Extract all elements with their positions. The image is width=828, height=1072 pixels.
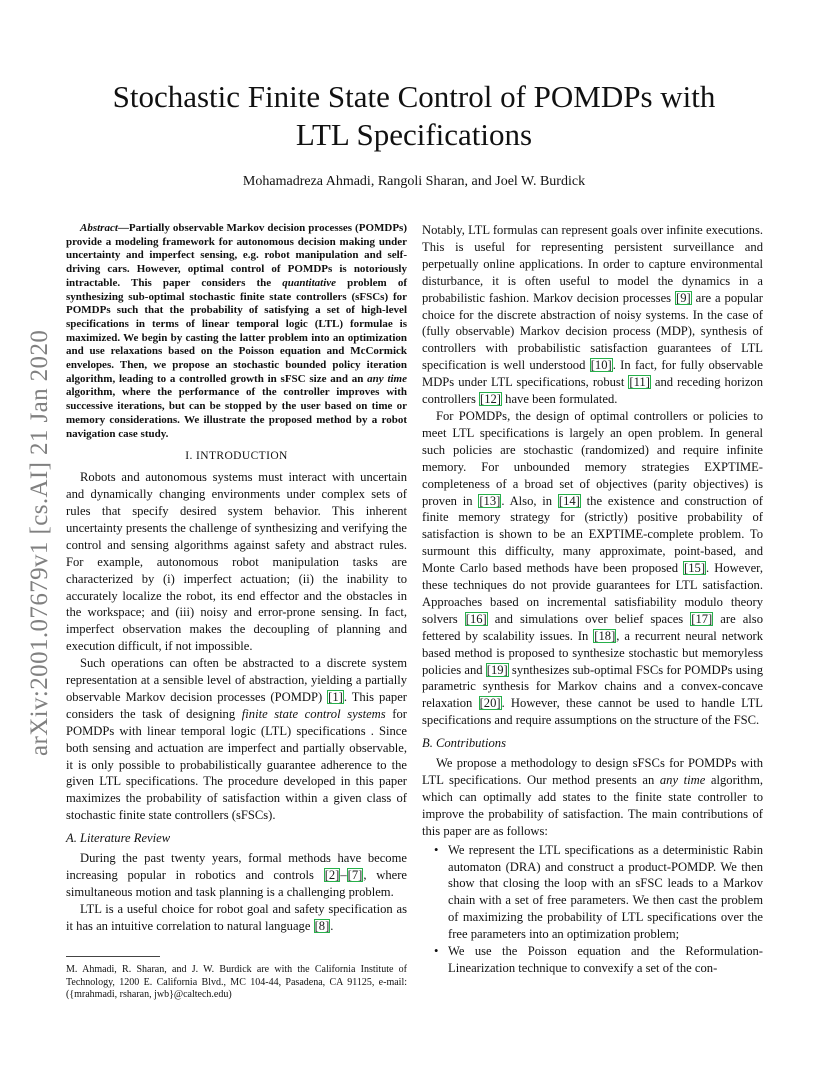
abstract-text-2: problem of synthesizing sub-optimal stochastic finite state controllers (sFSCs) for POMDPs such that the probability of satisfying a set of high-level specifications in terms of linear temporal logic (LTL) formulae is maximized. We begin by casting the latter problem into an optimization and use relaxations based on the Poisson equation and McCormick envelopes. Then, we propose an stochastic bounded policy iteration algorithm, leading to a controlled growth in sFSC size and an xyxy=(66,276,407,385)
citation-link[interactable]: [7] xyxy=(347,868,363,882)
right-p1-text-c: . In fact, for fully observable MDPs under LTL specifications, robust xyxy=(422,358,763,390)
abstract-emphasis-1: quantitative xyxy=(282,276,337,289)
citation-link[interactable]: [13] xyxy=(479,493,501,508)
citation-link[interactable]: [18] xyxy=(594,628,616,643)
citation-range-dash: – xyxy=(340,868,347,882)
citation-link[interactable]: [11] xyxy=(629,375,650,390)
intro-paragraph-1: Robots and autonomous systems must interact with uncertain and dynamically changing environments under complex sets of rules that specify desired system behavior. This inherent uncertainty presents the challenge of synthesizing and verifying the control and sensing algorithms against safety and abstract rules. For example, autonomous robot manipulation tasks are characterized by (i) imperfect actuation; (ii) the inability to accurately localize the robot, its end effector and the obstacles in the workspace; and (iii) noisy and error-prone sensing. In fact, imperfect observation makes the decoupling of planning and execution difficult, if not impossible. xyxy=(66,470,407,654)
right-p2-text-d: . However, these techniques do not provide guarantees for LTL satisfaction. Approaches based on incremental satisfiability modulo theory solvers xyxy=(422,561,763,626)
right-p2-text-f: are also fettered by scalability issues. In xyxy=(422,611,764,643)
abstract-text-3: algorithm, where the performance of the controller improves with successive iterations, but can be stopped by the user based on time or memory considerations. We illustrate the proposed method by a robot navigation case study. xyxy=(66,386,407,440)
lit-review-paragraph-2 xyxy=(66,901,407,935)
citation-link[interactable]: [14] xyxy=(558,493,580,508)
intro-p2-emphasis: finite state control systems xyxy=(241,706,386,721)
contrib-emphasis: any time xyxy=(659,773,706,787)
right-p1-text-b: are a popular choice for the discrete abstraction of noisy systems. In the case of (fully observable) Markov decision process (MDP), synthesis of controllers with probabilistic satisfaction guarantees of LTL specification is well understood xyxy=(422,290,763,373)
intro-p2-text-c: for POMDPs with linear temporal logic (LTL) specifications . Since both sensing and actuation are imperfect and partially observable, it is only possible to probabilistically guarantee adherence to the given LTL specifications. The procedure developed in this paper maximizes the probability of satisfaction within a given class of stochastic finite state controllers (sFSCs). xyxy=(66,706,407,823)
right-p2-text-e: and simulations over belief spaces xyxy=(487,611,691,626)
abstract-emphasis-2: any time xyxy=(367,372,407,385)
citation-link[interactable]: [2] xyxy=(324,868,340,882)
abstract xyxy=(66,222,407,441)
author-list: Mohamadreza Ahmadi, Rangoli Sharan, and Joel W. Burdick xyxy=(242,174,586,189)
right-paragraph-2 xyxy=(422,408,763,729)
lit-review-paragraph-1 xyxy=(66,850,407,901)
citation-link[interactable]: [20] xyxy=(479,696,501,711)
paper-title xyxy=(60,78,768,154)
arxiv-identifier: arXiv:2001.07679v1 [cs.AI] 21 Jan 2020 xyxy=(26,329,53,756)
right-p2-text-i: . However, these cannot be used to handle LTL specifications and require assumptions on the structure of the FSC. xyxy=(422,696,763,728)
abstract-label: Abstract xyxy=(80,222,118,234)
citation-link[interactable]: [9] xyxy=(676,290,691,305)
title-line-1: Stochastic Finite State Control of POMDPs with xyxy=(112,79,716,114)
right-p1-text-e: have been formulated. xyxy=(502,392,618,407)
lit-p1-text-a: During the past twenty years, formal methods have become increasing popular in robotics and controls xyxy=(66,851,407,882)
right-column xyxy=(422,222,763,977)
bullet-icon: • xyxy=(434,944,439,959)
right-p2-text-c: the existence and construction of finite memory strategy for (strictly) positive probability of satisfaction is shown to be an EXPTIME-complete problem. To surmount this difficulty, many approximate, point-based, and Monte Carlo based methods have been proposed xyxy=(422,493,763,576)
right-p2-text-h: synthesizes sub-optimal FSCs for POMDPs using parametric synthesis for Markov chains and a convex-concave relaxation xyxy=(422,662,764,711)
intro-paragraph-2 xyxy=(66,655,407,824)
section-heading-introduction: I. INTRODUCTION xyxy=(185,450,288,463)
abstract-text-1: —Partially observable Markov decision processes (POMDPs) provide a modeling framework for autonomous decision making under uncertainty and imperfect sensing, e.g. robot manipulation and self-driving cars. However, optimal control of POMDPs is notoriously intractable. This paper considers the xyxy=(66,222,407,289)
citation-link[interactable]: [16] xyxy=(465,611,487,626)
title-line-2: LTL Specifications xyxy=(295,117,533,152)
intro-p2-text-b: . This paper considers the task of designing xyxy=(66,689,407,721)
citation-link[interactable]: [12] xyxy=(480,392,501,407)
contributions-paragraph xyxy=(422,755,763,840)
lit-p1-text-b: , where simultaneous motion and task planning is a challenging problem. xyxy=(66,868,407,899)
contributions-list xyxy=(422,842,763,977)
subsection-heading-contributions: B. Contributions xyxy=(422,736,506,751)
contrib-text-b: algorithm, which can optimally add states to the finite state controller to improve the probability of satisfaction. The main contributions of this paper are as follows: xyxy=(422,773,764,838)
right-p2-text-a: For POMDPs, the design of optimal controllers or policies to meet LTL specifications is largely an open problem. In general such policies are stochastic (randomized) and require infinite memory. For unbounded memory strategies EXPTIME-completeness of a broad set of objectives (parity objectives) is proven in xyxy=(422,408,763,508)
right-p2-text-b: . Also, in xyxy=(501,493,558,508)
bullet-icon: • xyxy=(434,842,439,857)
right-p1-text-d: and receding horizon controllers xyxy=(422,375,763,407)
citation-link[interactable]: [15] xyxy=(684,561,706,576)
footnote-rule xyxy=(66,956,160,957)
right-p1-text-a: Notably, LTL formulas can represent goals over infinite executions. This is useful for representing persistent surveillance and perpetually online applications. In order to capture environmental disturbance, it is often useful to model the dynamics in a probabilistic fashion. Markov decision processes xyxy=(422,223,763,305)
left-column xyxy=(66,222,407,935)
list-item xyxy=(434,943,763,977)
right-p2-text-g: , a recurrent neural network based method is proposed to synthesize stochastic but memoryless policies and xyxy=(422,628,763,677)
lit-p2-text-a: LTL is a useful choice for robot goal and safety specification as it has an intuitive correlation to natural language xyxy=(66,901,407,933)
subsection-heading-literature-review: A. Literature Review xyxy=(66,831,171,846)
citation-link[interactable]: [19] xyxy=(486,662,508,677)
citation-link[interactable]: [8] xyxy=(314,918,330,933)
list-item-text: We represent the LTL specifications as a deterministic Rabin automaton (DRA) and construct a product-POMDP. We then show that closing the loop with an sFSC leads to a Markov chain with a set of free parameters. We then cast the problem of maximizing the probability of LTL specifications over the free parameters into an optimization problem; xyxy=(448,842,763,942)
citation-link[interactable]: [1] xyxy=(328,689,343,704)
list-item xyxy=(434,842,763,943)
list-item-text: We use the Poisson equation and the Reformulation-Linearization technique to convexify a set of the con- xyxy=(448,944,763,975)
lit-p2-text-b: . xyxy=(330,918,334,933)
contrib-text-a: We propose a methodology to design sFSCs for POMDPs with LTL specifications. Our method presents an xyxy=(422,756,763,787)
right-paragraph-1 xyxy=(422,222,763,408)
citation-link[interactable]: [17] xyxy=(691,611,713,626)
citation-link[interactable]: [10] xyxy=(590,358,612,373)
intro-p2-text-a: Such operations can often be abstracted to a discrete system representation at a sensible level of abstraction, yielding a partially observable Markov decision processes (POMDP) xyxy=(66,656,407,704)
author-affiliation-footnote: M. Ahmadi, R. Sharan, and J. W. Burdick are with the California Institute of Technology, 1200 E. California Blvd., MC 104-44, Pasadena, CA 91125, e-mail: ({mrahmadi, rsharan, jwb}@caltech.edu) xyxy=(66,964,407,1001)
